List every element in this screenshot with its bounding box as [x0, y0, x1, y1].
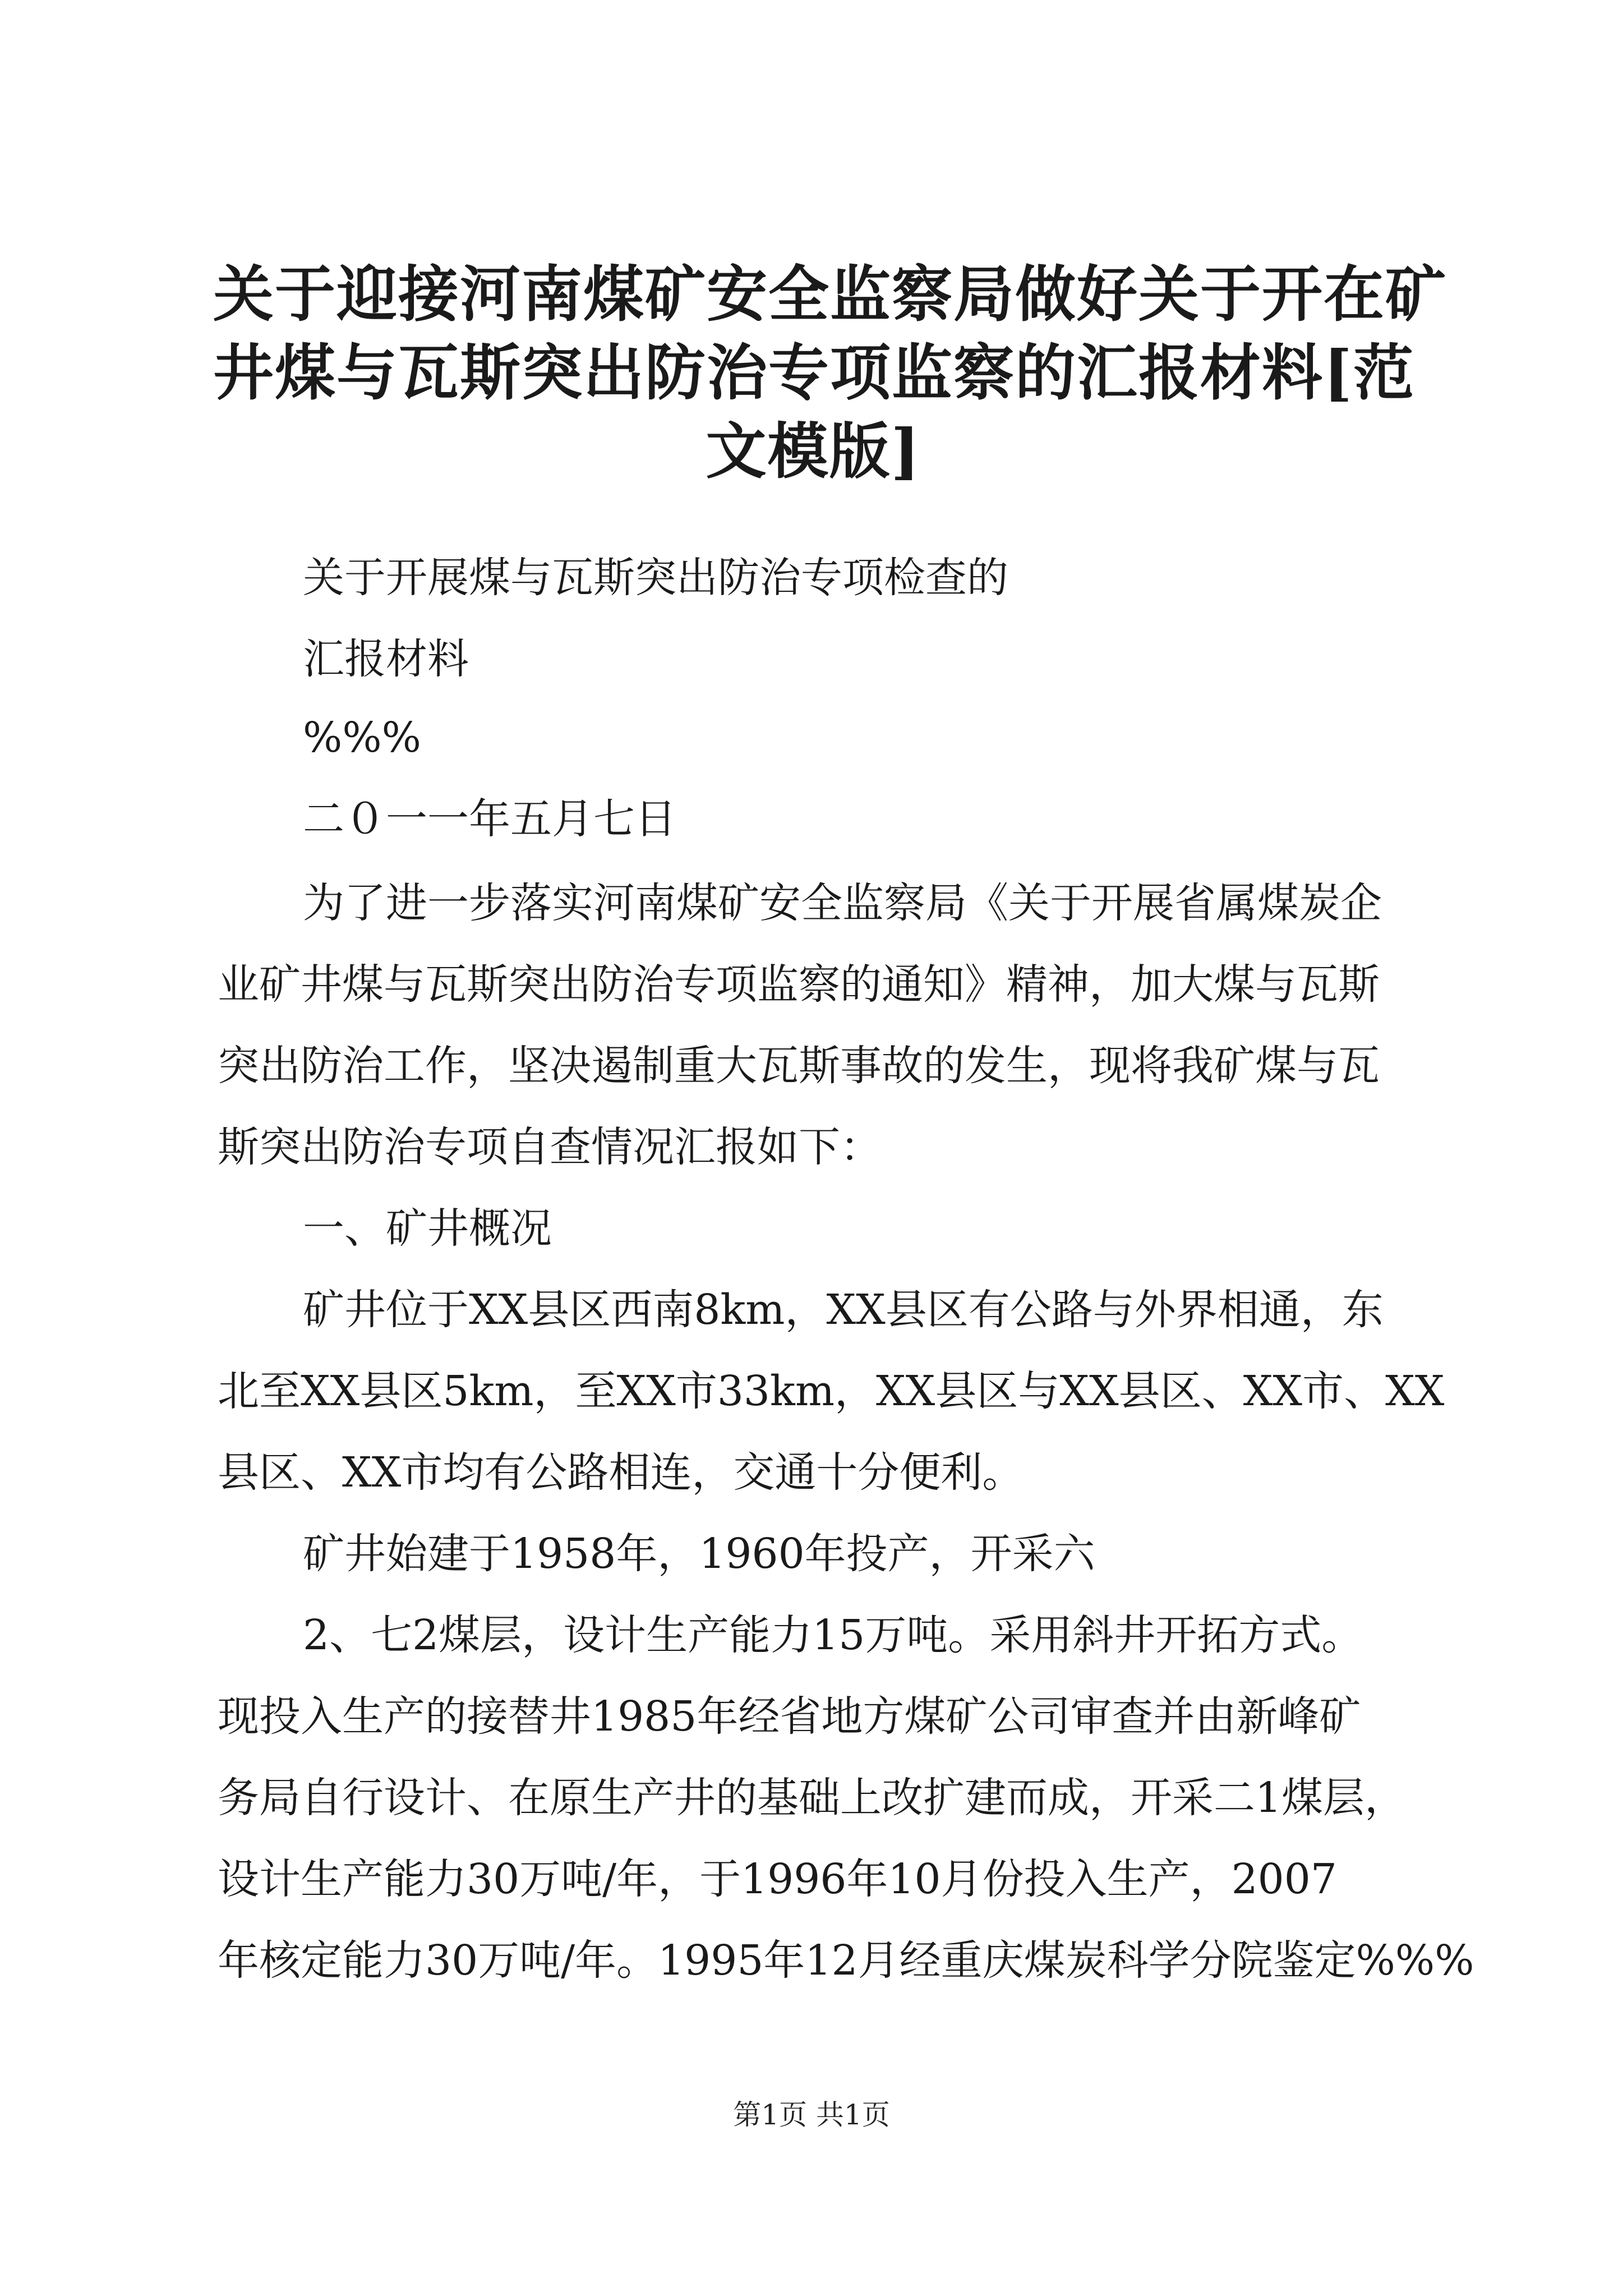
production-line-5: 年核定能力30万吨/年。1995年12月经重庆煤炭科学分院鉴定%%%: [218, 1936, 1474, 1985]
title-line-3: 文模版]: [706, 416, 921, 487]
title-line-1: 关于迎接河南煤矿安全监察局做好关于开在矿: [213, 259, 1447, 330]
intro-line-2: 业矿井煤与瓦斯突出防治专项监察的通知》精神，加大煤与瓦斯: [218, 960, 1380, 1009]
page-number-footer: 第1页 共1页: [733, 2099, 890, 2131]
section-heading: 一、矿井概况: [303, 1204, 552, 1253]
production-line-3: 务局自行设计、在原生产井的基础上改扩建而成，开采二1煤层，: [218, 1774, 1407, 1822]
intro-line-4: 斯突出防治专项自查情况汇报如下：: [218, 1123, 882, 1171]
intro-line-1: 为了进一步落实河南煤矿安全监察局《关于开展省属煤炭企: [303, 879, 1382, 927]
production-line-4: 设计生产能力30万吨/年，于1996年10月份投入生产，2007: [218, 1855, 1337, 1903]
subtitle-line-1: 关于开展煤与瓦斯突出防治专项检查的: [303, 554, 1008, 602]
title-line-2: 井煤与瓦斯突出防治专项监察的汇报材料[范: [213, 338, 1415, 408]
document-date: 二０一一年五月七日: [303, 795, 676, 843]
history-line: 矿井始建于1958年，1960年投产，开采六: [303, 1530, 1095, 1578]
production-line-2: 现投入生产的接替井1985年经省地方煤矿公司审查并由新峰矿: [218, 1692, 1361, 1741]
document-title: [213, 255, 1447, 491]
production-line-1: 2、七2煤层，设计生产能力15万吨。采用斜井开拓方式。: [303, 1611, 1363, 1659]
location-line-2: 北至XX县区5km，至XX市33km，XX县区与XX县区、XX市、XX: [218, 1367, 1445, 1415]
location-line-1: 矿井位于XX县区西南8km，XX县区有公路与外界相通，东: [303, 1286, 1384, 1334]
location-line-3: 县区、XX市均有公路相连，交通十分便利。: [218, 1448, 1024, 1497]
intro-line-3: 突出防治工作，坚决遏制重大瓦斯事故的发生，现将我矿煤与瓦: [218, 1042, 1380, 1090]
subtitle-line-2: 汇报材料: [303, 635, 469, 683]
placeholder-mark: %%%: [303, 714, 421, 762]
